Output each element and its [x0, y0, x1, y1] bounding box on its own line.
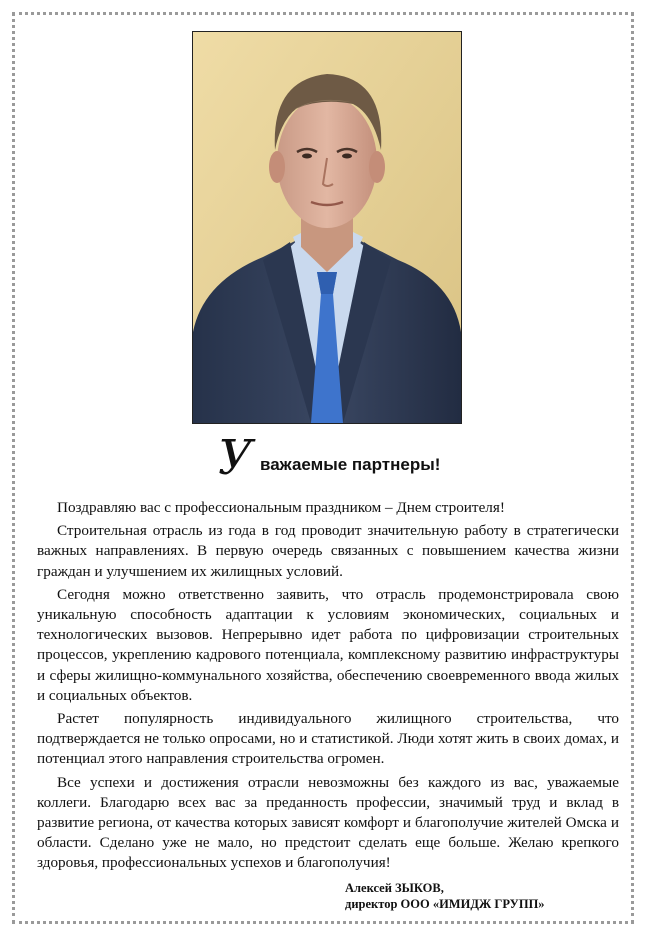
portrait-photo: [192, 31, 462, 424]
heading-initial: У: [218, 430, 253, 486]
portrait-illustration: [193, 32, 461, 423]
greeting-heading: [218, 430, 478, 488]
signature-position: директор ООО «ИМИДЖ ГРУПП»: [345, 897, 545, 911]
letter-body: [37, 498, 619, 877]
paragraph: Все успехи и достижения отрасли невозможны без каждого из вас, уважаемые коллеги. Благодарю всех вас за преданность профессии, значимый труд и вклад в развитие региона, от качества которых зависят комфорт и благополучие жителей Омска и области. Сделано уже не мало, но предстоит сделать еще больше. Желаю крепкого здоровья, профессиональных успехов и благополучия!: [37, 773, 619, 872]
heading-text: важаемые партнеры!: [260, 455, 441, 474]
paragraph: Поздравляю вас с профессиональным праздником – Днем строителя!: [57, 499, 505, 516]
signature-block: [345, 880, 545, 912]
paragraph: Растет популярность индивидуального жилищного строительства, что подтверждается не только опросами, но и статистикой. Люди хотят жить в своих домах, и потенциал этого направления строительства огромен.: [37, 710, 619, 768]
paragraph: Сегодня можно ответственно заявить, что отрасль продемонстрировала свою уникальную способность адаптации к условиям экономических, социальных и технологических вызовов. Непрерывно идет работа по цифровизации строительных процессов, укреплению кадрового потенциала, комплексному развитию инфраструктуры и сферы жилищно-коммунального хозяйства, обеспечению своевременного ввода жилых и социальных объектов.: [37, 585, 619, 704]
signature-name: Алексей ЗЫКОВ,: [345, 881, 444, 895]
paragraph: Строительная отрасль из года в год проводит значительную работу в стратегически важных направлениях. В первую очередь связанных с повышением качества жизни граждан и улучшением их жилищных условий.: [37, 522, 619, 580]
